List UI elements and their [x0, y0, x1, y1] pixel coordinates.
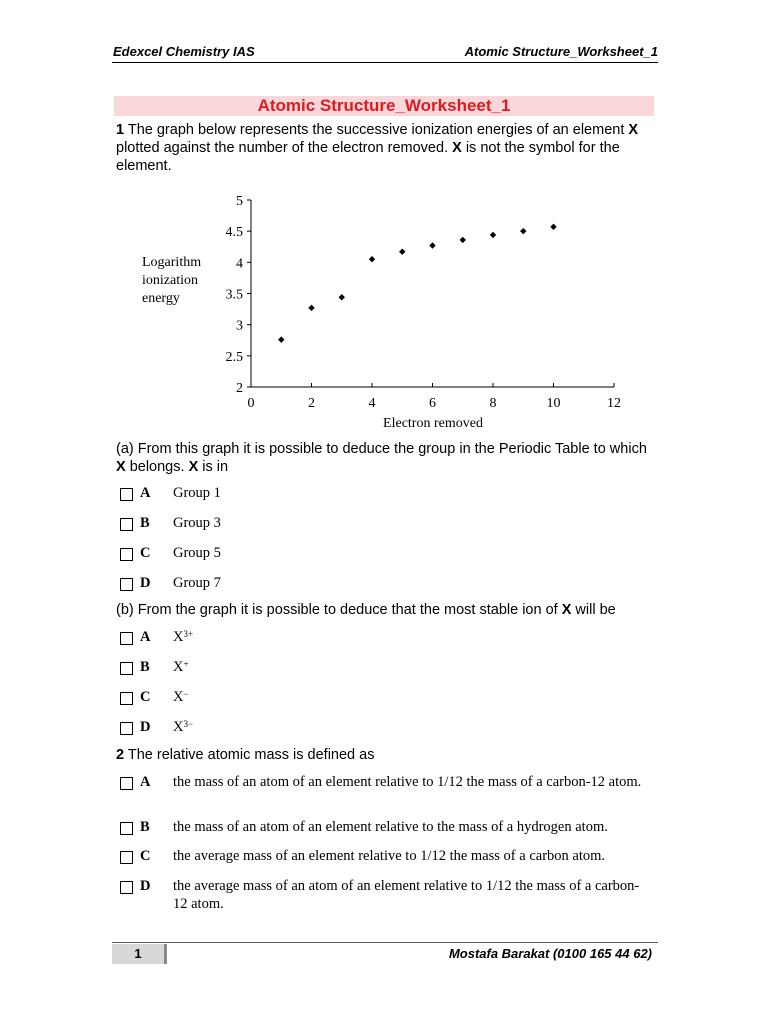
question-a-text: [116, 440, 656, 476]
option-text: Group 7: [173, 575, 221, 591]
checkbox[interactable]: [120, 822, 133, 835]
x-tick-label: 12: [607, 396, 621, 411]
ion-symbol: X: [173, 629, 184, 645]
option-letter: D: [140, 719, 151, 735]
checkbox[interactable]: [120, 881, 133, 894]
q2-text: The relative atomic mass is defined as: [124, 747, 375, 763]
data-point: [550, 224, 556, 230]
checkbox[interactable]: [120, 518, 133, 531]
footer-author: Mostafa Barakat (0100 165 44 62): [448, 946, 652, 961]
data-point: [460, 237, 466, 243]
y-axis-label: ionization: [142, 273, 198, 288]
checkbox[interactable]: [120, 692, 133, 705]
option-text: the mass of an atom of an element relative to 1/12 the mass of a carbon-12 atom.: [173, 774, 642, 790]
option-letter: D: [140, 878, 151, 894]
option-text: the mass of an atom of an element relative to the mass of a hydrogen atom.: [173, 819, 608, 835]
y-tick-label: 2: [236, 381, 243, 396]
element-symbol: X: [561, 602, 572, 618]
q1-text-c: is not the symbol for the element.: [116, 140, 620, 174]
y-tick-label: 4.5: [225, 225, 243, 241]
checkbox[interactable]: [120, 632, 133, 645]
data-point: [429, 242, 435, 248]
y-tick-label: 2.5: [225, 349, 243, 365]
x-tick-label: 2: [308, 396, 315, 411]
data-point: [520, 228, 526, 234]
y-axis-label: Logarithm: [142, 255, 202, 270]
question-number: 1: [116, 122, 125, 138]
data-point: [399, 249, 405, 255]
y-tick-label: 3.5: [225, 287, 243, 303]
ion-charge: −: [183, 689, 189, 699]
option-text: Group 5: [173, 545, 221, 561]
checkbox[interactable]: [120, 777, 133, 790]
option-letter: A: [140, 629, 151, 645]
question-number: 2: [116, 747, 125, 763]
q1-text-b: plotted against the number of the electron removed.: [116, 140, 453, 156]
checkbox[interactable]: [120, 662, 133, 675]
option-letter: C: [140, 545, 151, 561]
ionization-energy-chart: [0, 0, 768, 440]
footer-divider: [112, 942, 658, 943]
y-tick-label: 5: [236, 194, 243, 209]
header-right: Atomic Structure_Worksheet_1: [464, 44, 658, 59]
y-tick-label: 4: [236, 256, 243, 272]
y-tick-label: 3: [236, 318, 243, 334]
x-axis-label: Electron removed: [383, 416, 483, 431]
ion-symbol: X: [173, 659, 184, 675]
data-point: [278, 336, 284, 342]
checkbox[interactable]: [120, 488, 133, 501]
option-text: Group 1: [173, 485, 221, 501]
question-b-text: [116, 601, 656, 619]
checkbox[interactable]: [120, 578, 133, 591]
element-symbol: X: [188, 459, 199, 475]
data-point: [490, 232, 496, 238]
x-tick-label: 8: [489, 396, 497, 411]
option-letter: B: [140, 819, 150, 835]
qa-text-a: (a) From this graph it is possible to deduce the group in the Periodic Table to which: [116, 441, 647, 457]
option-letter: A: [140, 485, 151, 501]
q1-text-a: The graph below represents the successive ionization energies of an element: [124, 122, 629, 138]
option-letter: A: [140, 774, 151, 790]
data-point: [369, 256, 375, 262]
option-letter: D: [140, 575, 151, 591]
data-point: [339, 294, 345, 300]
element-symbol: X: [452, 140, 462, 156]
option-letter: C: [140, 848, 151, 864]
element-symbol: X: [628, 122, 639, 138]
element-symbol: X: [116, 459, 126, 475]
option-letter: C: [140, 689, 151, 705]
qb-text-a: (b) From the graph it is possible to deduce that the most stable ion of: [116, 602, 562, 618]
option-letter: B: [140, 659, 150, 675]
ion-charge: 3+: [183, 629, 194, 639]
option-text: the average mass of an atom of an element relative to 1/12 the mass of a carbon-12 atom.: [173, 878, 640, 912]
x-tick-label: 10: [546, 396, 561, 411]
ion-symbol: X: [173, 719, 184, 735]
x-tick-label: 6: [429, 396, 436, 411]
page-number: 1: [112, 944, 167, 964]
checkbox[interactable]: [120, 851, 133, 864]
question-2-text: [116, 746, 656, 764]
y-axis-label: energy: [142, 291, 180, 306]
checkbox[interactable]: [120, 548, 133, 561]
header-left: Edexcel Chemistry IAS: [113, 44, 255, 59]
qa-text-b: belongs.: [125, 459, 189, 475]
qb-text-b: will be: [571, 602, 616, 618]
x-tick-label: 4: [368, 396, 376, 411]
option-letter: B: [140, 515, 150, 531]
ion-charge: +: [183, 659, 189, 669]
option-text: Group 3: [173, 515, 221, 531]
option-text: the average mass of an element relative to 1/12 the mass of a carbon atom.: [173, 848, 606, 864]
page-title: Atomic Structure_Worksheet_1: [114, 96, 654, 116]
ion-charge: 3−: [183, 719, 194, 729]
x-tick-label: 0: [247, 396, 255, 411]
qa-text-c: is in: [198, 459, 229, 475]
data-point: [308, 305, 314, 311]
checkbox[interactable]: [120, 722, 133, 735]
ion-symbol: X: [173, 689, 184, 705]
